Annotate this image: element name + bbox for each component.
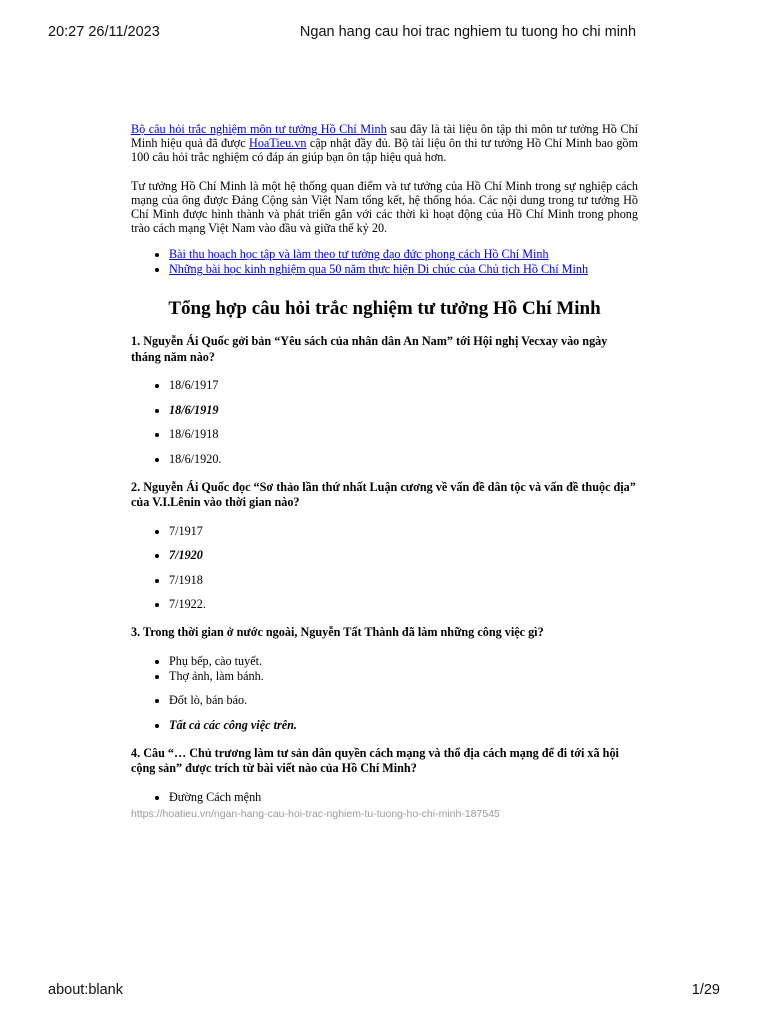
answer-item: • 18/6/1920. [169,452,638,467]
answer-list-1 [131,378,638,467]
answer-list-2 [131,524,638,613]
related-links-list [131,247,638,277]
question-1: 1. Nguyễn Ái Quốc gởi bản “Yêu sách của nhân dân An Nam” tới Hội nghị Vecxay vào ngày tháng năm nào? [131,334,608,364]
intro-paragraph-1 [131,122,638,165]
answer-item: • Thợ ảnh, làm bánh. [169,669,638,684]
answer-item-correct: • 18/6/1919 [169,403,638,418]
answer-item: • Phụ bếp, cào tuyết. [169,654,638,669]
page-number: 1/29 [691,982,720,998]
source-url: https://hoatieu.vn/ngan-hang-cau-hoi-trac-nghiem-tu-tuong-ho-chi-minh-187545 [131,808,500,820]
related-link-item [169,247,638,262]
print-title: Ngan hang cau hoi trac nghiem tu tuong ho chi minh [299,24,637,40]
question-3: 3. Trong thời gian ở nước ngoài, Nguyễn Tất Thành đã làm những công việc gì? [131,625,544,640]
answer-item-correct: • 7/1920 [169,548,638,563]
intro-link-hoatieu[interactable]: HoaTieu.vn [249,136,307,151]
answer-list-4 [131,790,638,805]
intro-text-a: sau đây là tài liệu ôn tập thi môn tư tưởng Hồ Chí Minh hiệu quả đã được [131,122,638,151]
section-title: Tổng hợp câu hỏi trắc nghiệm tư tưởng Hồ Chí Minh [168,298,601,320]
answer-item: • 7/1918 [169,573,638,588]
answer-item: • 18/6/1917 [169,378,638,393]
answer-item: • Đốt lò, bán báo. [169,693,638,708]
answer-item: • 7/1922. [169,597,638,612]
intro-paragraph-2: Tư tưởng Hồ Chí Minh là một hệ thống quan điểm và tư tưởng của Hồ Chí Minh trong sự nghiệp cách mạng của ông được Đảng Cộng sản Việt Nam tổng kết, hệ thống hóa. Các nội dung trong tư tưởng Hồ Chí Minh được hình thành và phát triển gắn với các thời kì hoạt động của Hồ Chí Minh trong phong trào cách mạng Việt Nam vào đầu và giữa thế kỷ 20. [131,178,638,236]
related-link-1[interactable]: Bài thu hoạch học tập và làm theo tư tưởng đạo đức phong cách Hồ Chí Minh [169,247,549,262]
related-link-2[interactable]: Những bài học kinh nghiệm qua 50 năm thực hiện Di chúc của Chủ tịch Hồ Chí Minh [169,262,589,277]
footer-location: about:blank [48,982,123,998]
question-2: 2. Nguyễn Ái Quốc đọc “Sơ thảo lần thứ nhất Luận cương về vấn đề dân tộc và vấn đề thuộc địa” của V.I.Lênin vào thời gian nào? [131,479,636,510]
answer-item: • Đường Cách mệnh [169,790,638,805]
question-4: 4. Câu “… Chủ trương làm tư sản dân quyền cách mạng và thổ địa cách mạng để đi tới xã hội cộng sản” được trích từ bài viết nào của Hồ Chí Minh? [131,745,619,776]
answer-item: • 7/1917 [169,524,638,539]
related-link-item [169,262,638,277]
print-datetime: 20:27 26/11/2023 [48,24,160,40]
document-body [131,122,638,805]
answer-item-correct: • Tất cả các công việc trên. [169,718,638,733]
answer-list-3 [131,654,638,733]
intro-link-quiz[interactable]: Bộ câu hỏi trắc nghiệm môn tư tưởng Hồ Chí Minh [131,122,387,136]
intro-text-b: cập nhật đầy đủ. Bộ tài liệu ôn thi tư tưởng Hồ Chí Minh bao gồm 100 câu hỏi trắc nghiệm có đáp án giúp bạn ôn tập hiệu quả hơn. [131,136,638,165]
answer-item: • 18/6/1918 [169,427,638,442]
